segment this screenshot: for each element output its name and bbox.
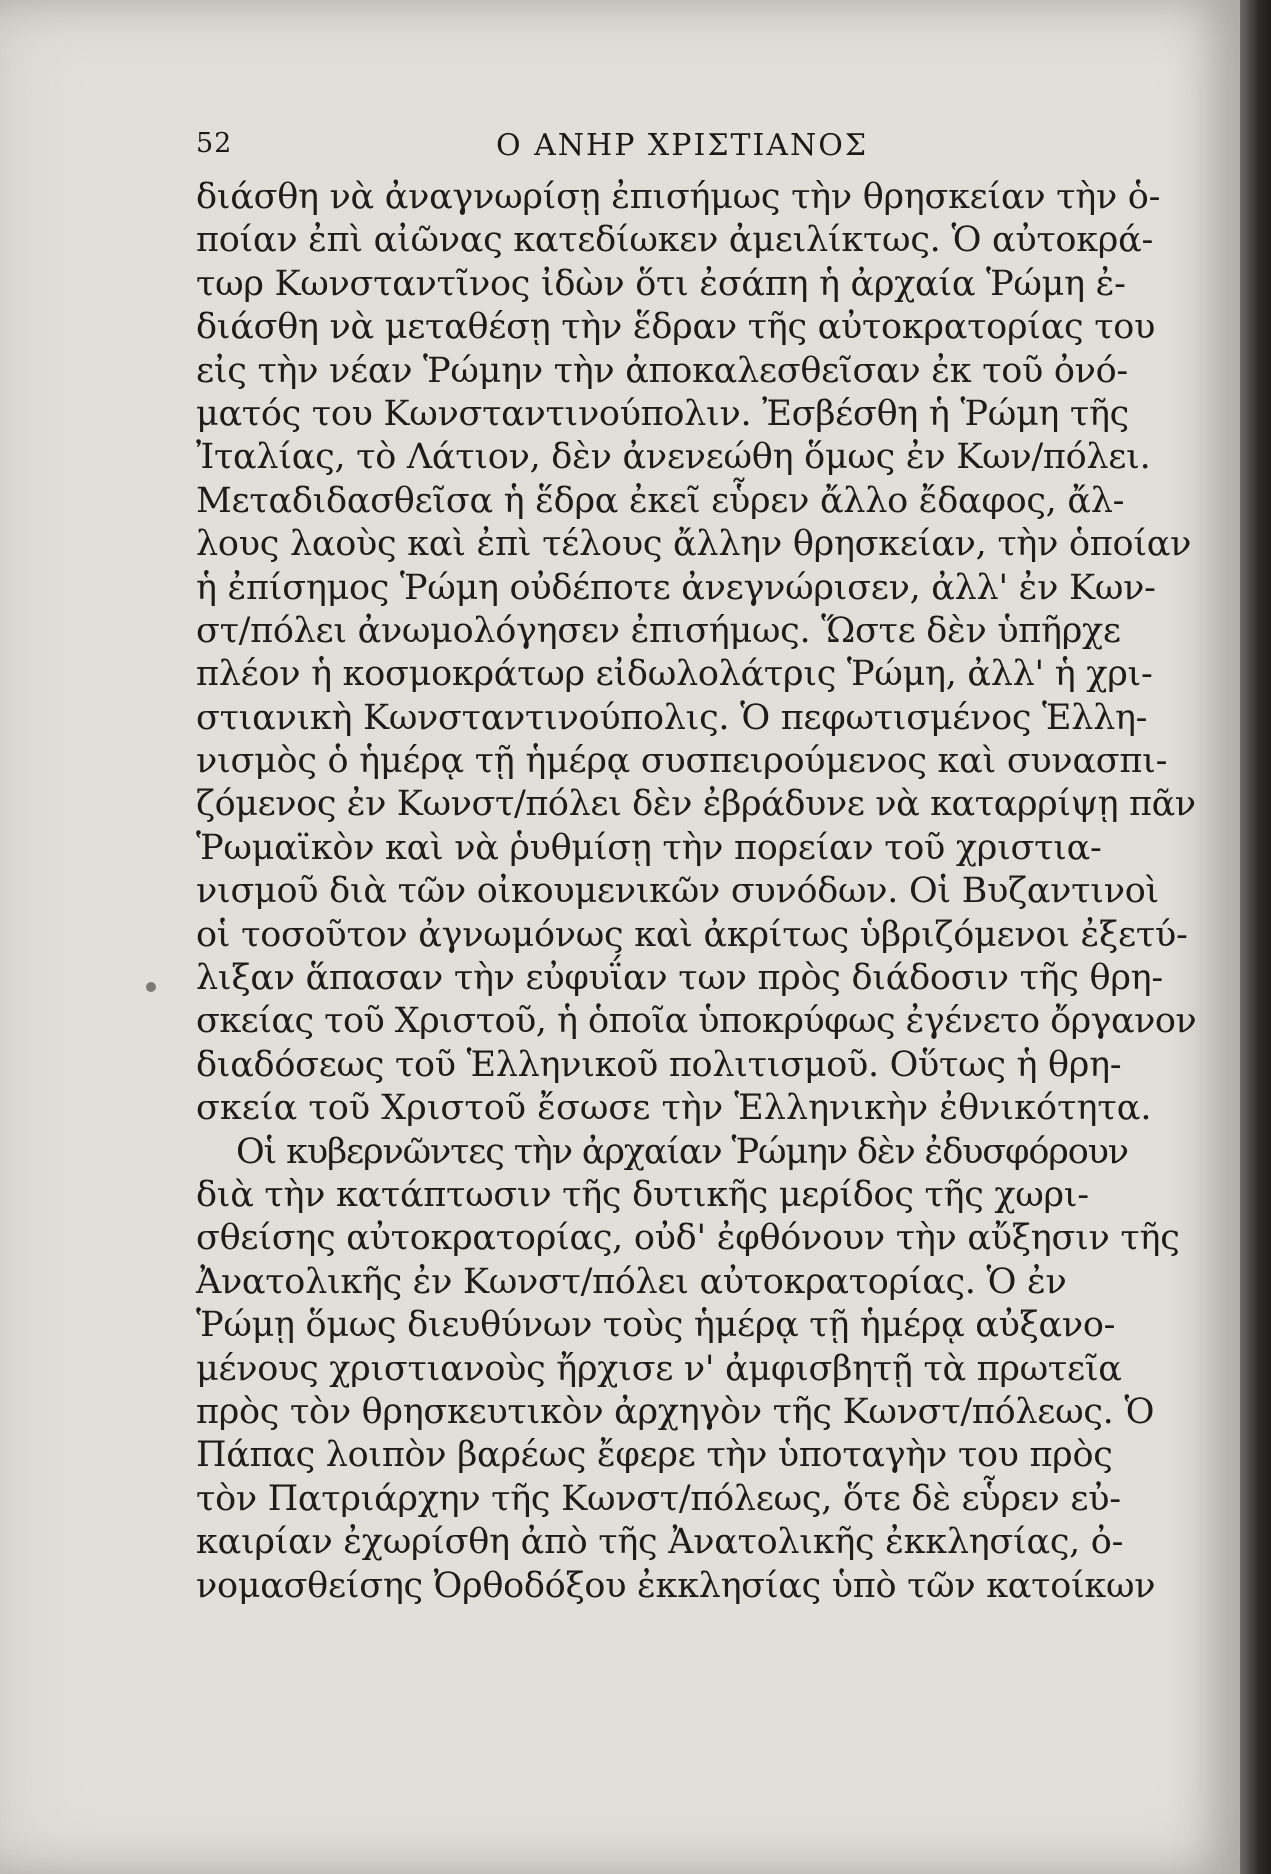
text-line: πρὸς τὸν θρησκευτικὸν ἀρχηγὸν τῆς Κωνστ/πόλεως. Ὁ (196, 1391, 1155, 1432)
body-text (196, 176, 1210, 1608)
text-line: λιξαν ἅπασαν τὴν εὐφυΐαν των πρὸς διάδοσιν τῆς θρη- (196, 958, 1163, 999)
text-line: ἡ ἐπίσημος Ῥώμη οὐδέποτε ἀνεγνώρισεν, ἀλλ' ἐν Κων- (196, 567, 1156, 608)
text-line: Μεταδιδασθεῖσα ἡ ἕδρα ἐκεῖ εὗρεν ἄλλο ἔδαφος, ἄλ- (196, 480, 1125, 521)
text-line: μένους χριστιανοὺς ἤρχισε ν' ἀμφισβητῇ τὰ πρωτεῖα (196, 1348, 1122, 1389)
text-line: πλέον ἡ κοσμοκράτωρ εἰδωλολάτρις Ῥώμη, ἀλλ' ἡ χρι- (196, 654, 1153, 695)
text-line: σκείας τοῦ Χριστοῦ, ἡ ὁποῖα ὑποκρύφως ἐγένετο ὄργανον (196, 1001, 1197, 1042)
text-line: ματός του Κωνσταντινούπολιν. Ἐσβέσθη ἡ Ῥώμη τῆς (196, 393, 1129, 434)
text-line: διαδόσεως τοῦ Ἑλληνικοῦ πολιτισμοῦ. Οὕτως ἡ θρη- (196, 1044, 1122, 1085)
text-line: ζόμενος ἐν Κωνστ/πόλει δὲν ἐβράδυνε νὰ καταρρίψῃ πᾶν (196, 784, 1196, 825)
text-line: Οἱ κυβερνῶντες τὴν ἀρχαίαν Ῥώμην δὲν ἐδυσφόρουν (236, 1131, 1128, 1172)
text-line: τωρ Κωνσταντῖνος ἰδὼν ὅτι ἐσάπη ἡ ἀρχαία Ῥώμη ἐ- (196, 263, 1126, 304)
text-line: νισμὸς ὁ ἡμέρᾳ τῇ ἡμέρᾳ συσπειρούμενος καὶ συνασπι- (196, 741, 1168, 782)
text-line: λους λαοὺς καὶ ἐπὶ τέλους ἄλλην θρησκείαν, τὴν ὁποίαν (196, 524, 1192, 565)
page-edge (1240, 0, 1271, 1874)
text-line: διάσθη νὰ ἀναγνωρίσῃ ἐπισήμως τὴν θρησκείαν τὴν ὁ- (196, 177, 1161, 217)
text-line: στ/πόλει ἀνωμολόγησεν ἐπισήμως. Ὥστε δὲν ὑπῆρχε (196, 610, 1121, 651)
text-line: στιανικὴ Κωνσταντινούπολις. Ὁ πεφωτισμένος Ἑλλη- (196, 697, 1148, 738)
running-title: Ο ΑΝΗΡ ΧΡΙΣΤΙΑΝΟΣ (496, 128, 869, 163)
text-line: νομασθείσης Ὀρθοδόξου ἐκκλησίας ὑπὸ τῶν κατοίκων (196, 1565, 1156, 1606)
text-line: διὰ τὴν κατάπτωσιν τῆς δυτικῆς μερίδος τῆς χωρι- (196, 1174, 1089, 1215)
text-line: οἱ τοσοῦτον ἀγνωμόνως καὶ ἀκρίτως ὑβριζόμενοι ἐξετύ- (196, 914, 1188, 955)
ink-spot (146, 982, 156, 992)
text-line: Πάπας λοιπὸν βαρέως ἔφερε τὴν ὑποταγὴν του πρὸς (196, 1435, 1113, 1476)
text-line: νισμοῦ διὰ τῶν οἰκουμενικῶν συνόδων. Οἱ Βυζαντινοὶ (196, 871, 1159, 912)
text-line: καιρίαν ἐχωρίσθη ἀπὸ τῆς Ἀνατολικῆς ἐκκλησίας, ὀ- (196, 1522, 1124, 1563)
text-line: διάσθη νὰ μεταθέσῃ τὴν ἕδραν τῆς αὐτοκρατορίας του (196, 307, 1156, 348)
text-line: ποίαν ἐπὶ αἰῶνας κατεδίωκεν ἀμειλίκτως. Ὁ αὐτοκρά- (196, 220, 1153, 261)
text-line: Ῥώμῃ ὅμως διευθύνων τοὺς ἡμέρᾳ τῇ ἡμέρᾳ αὐξανο- (196, 1305, 1116, 1346)
text-line: Ἰταλίας, τὸ Λάτιον, δὲν ἀνενεώθη ὅμως ἐν Κων/πόλει. (196, 437, 1151, 478)
text-line: εἰς τὴν νέαν Ῥώμην τὴν ἀποκαλεσθεῖσαν ἐκ τοῦ ὀνό- (196, 350, 1128, 391)
text-line: Ῥωμαϊκὸν καὶ νὰ ῥυθμίσῃ τὴν πορείαν τοῦ χριστια- (196, 827, 1102, 868)
text-line: Ἀνατολικῆς ἐν Κωνστ/πόλει αὐτοκρατορίας. Ὁ ἐν (196, 1261, 1067, 1302)
text-line: σκεία τοῦ Χριστοῦ ἔσωσε τὴν Ἑλληνικὴν ἐθνικότητα. (196, 1088, 1152, 1129)
text-line: σθείσης αὐτοκρατορίας, οὐδ' ἐφθόνουν τὴν αὔξησιν τῆς (196, 1218, 1180, 1259)
page-number: 52 (196, 128, 233, 159)
text-line: τὸν Πατριάρχην τῆς Κωνστ/πόλεως, ὅτε δὲ εὗρεν εὐ- (196, 1478, 1121, 1519)
page-header (196, 128, 1056, 168)
